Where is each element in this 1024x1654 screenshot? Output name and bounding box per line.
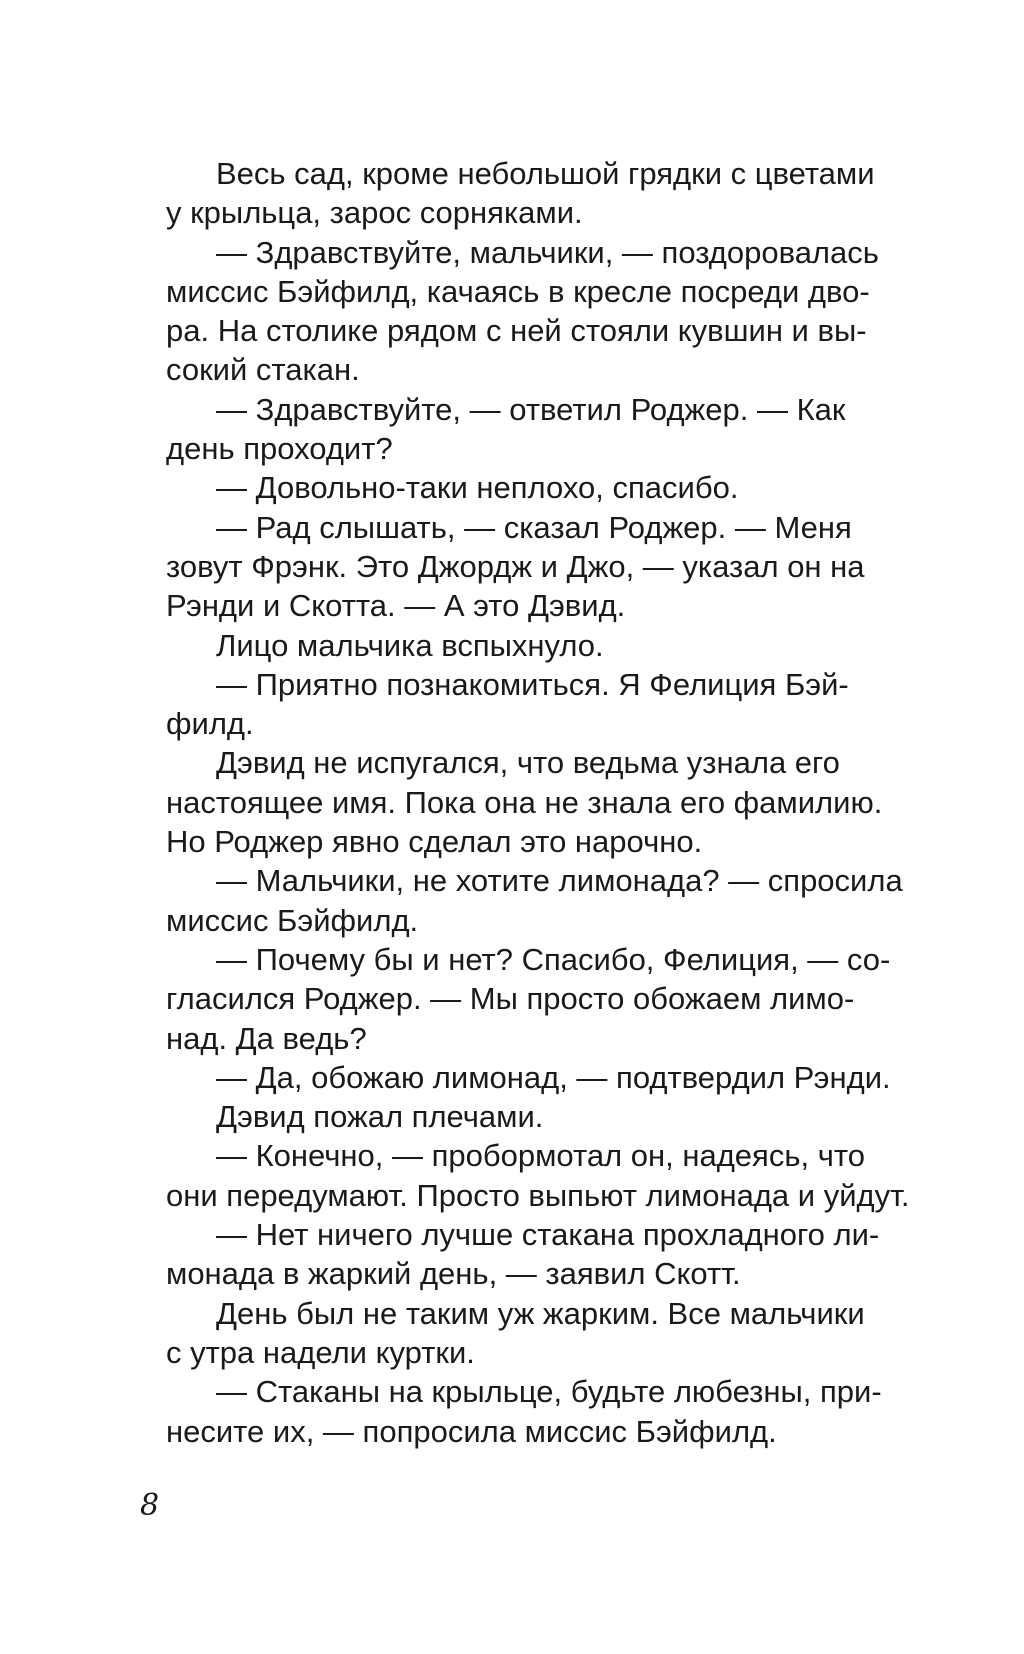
- text-line: Но Роджер явно сделал это нарочно.: [166, 824, 703, 860]
- text-line: монада в жаркий день, — заявил Скотт.: [166, 1256, 741, 1292]
- text-line: — Здравствуйте, — ответил Роджер. — Как: [216, 391, 846, 427]
- text-line: у крыльца, зарос сорняками.: [166, 195, 583, 231]
- text-line: с утра надели куртки.: [166, 1334, 475, 1370]
- text-line: несите их, — попросила миссис Бэйфилд.: [166, 1413, 777, 1449]
- text-line: — Рад слышать, — сказал Роджер. — Меня: [216, 509, 852, 545]
- text-line: — Почему бы и нет? Спасибо, Фелиция, — со-: [216, 941, 891, 977]
- text-line: — Стаканы на крыльце, будьте любезны, при-: [216, 1374, 882, 1410]
- text-line: филд.: [166, 706, 254, 742]
- text-line: зовут Фрэнк. Это Джордж и Джо, — указал он на: [166, 548, 865, 584]
- text-line: — Здравствуйте, мальчики, — поздоровалась: [216, 234, 879, 270]
- body-text: [166, 154, 914, 1451]
- text-line: Дэвид пожал плечами.: [216, 1099, 544, 1135]
- text-line: День был не таким уж жарким. Все мальчики: [216, 1295, 865, 1331]
- text-line: ра. На столике рядом с ней стояли кувшин и вы-: [166, 313, 867, 349]
- text-line: Весь сад, кроме небольшой грядки с цветами: [216, 156, 875, 191]
- text-line: — Мальчики, не хотите лимонада? — спросила: [216, 863, 903, 899]
- text-line: Дэвид не испугался, что ведьма узнала его: [216, 745, 840, 781]
- text-line: — Нет ничего лучше стакана прохладного ли-: [216, 1217, 880, 1253]
- text-line: день проходит?: [166, 431, 393, 467]
- page-number: 8: [140, 1488, 160, 1523]
- text-line: Лицо мальчика вспыхнуло.: [216, 627, 604, 663]
- text-line: — Довольно-таки неплохо, спасибо.: [216, 470, 739, 506]
- text-line: — Да, обожаю лимонад, — подтвердил Рэнди.: [216, 1059, 891, 1095]
- text-line: над. Да ведь?: [166, 1020, 367, 1056]
- text-line: настоящее имя. Пока она не знала его фамилию.: [166, 784, 883, 820]
- text-line: — Приятно познакомиться. Я Фелиция Бэй-: [216, 666, 849, 702]
- text-line: — Конечно, — пробормотал он, надеясь, что: [216, 1138, 865, 1174]
- text-line: гласился Роджер. — Мы просто обожаем лимо-: [166, 981, 855, 1017]
- text-line: они передумают. Просто выпьют лимонада и уйдут.: [166, 1177, 910, 1213]
- text-line: миссис Бэйфилд.: [166, 902, 419, 938]
- text-line: сокий стакан.: [166, 352, 360, 388]
- text-line: миссис Бэйфилд, качаясь в кресле посреди дво-: [166, 273, 870, 309]
- text-line: Рэнди и Скотта. — А это Дэвид.: [166, 588, 626, 624]
